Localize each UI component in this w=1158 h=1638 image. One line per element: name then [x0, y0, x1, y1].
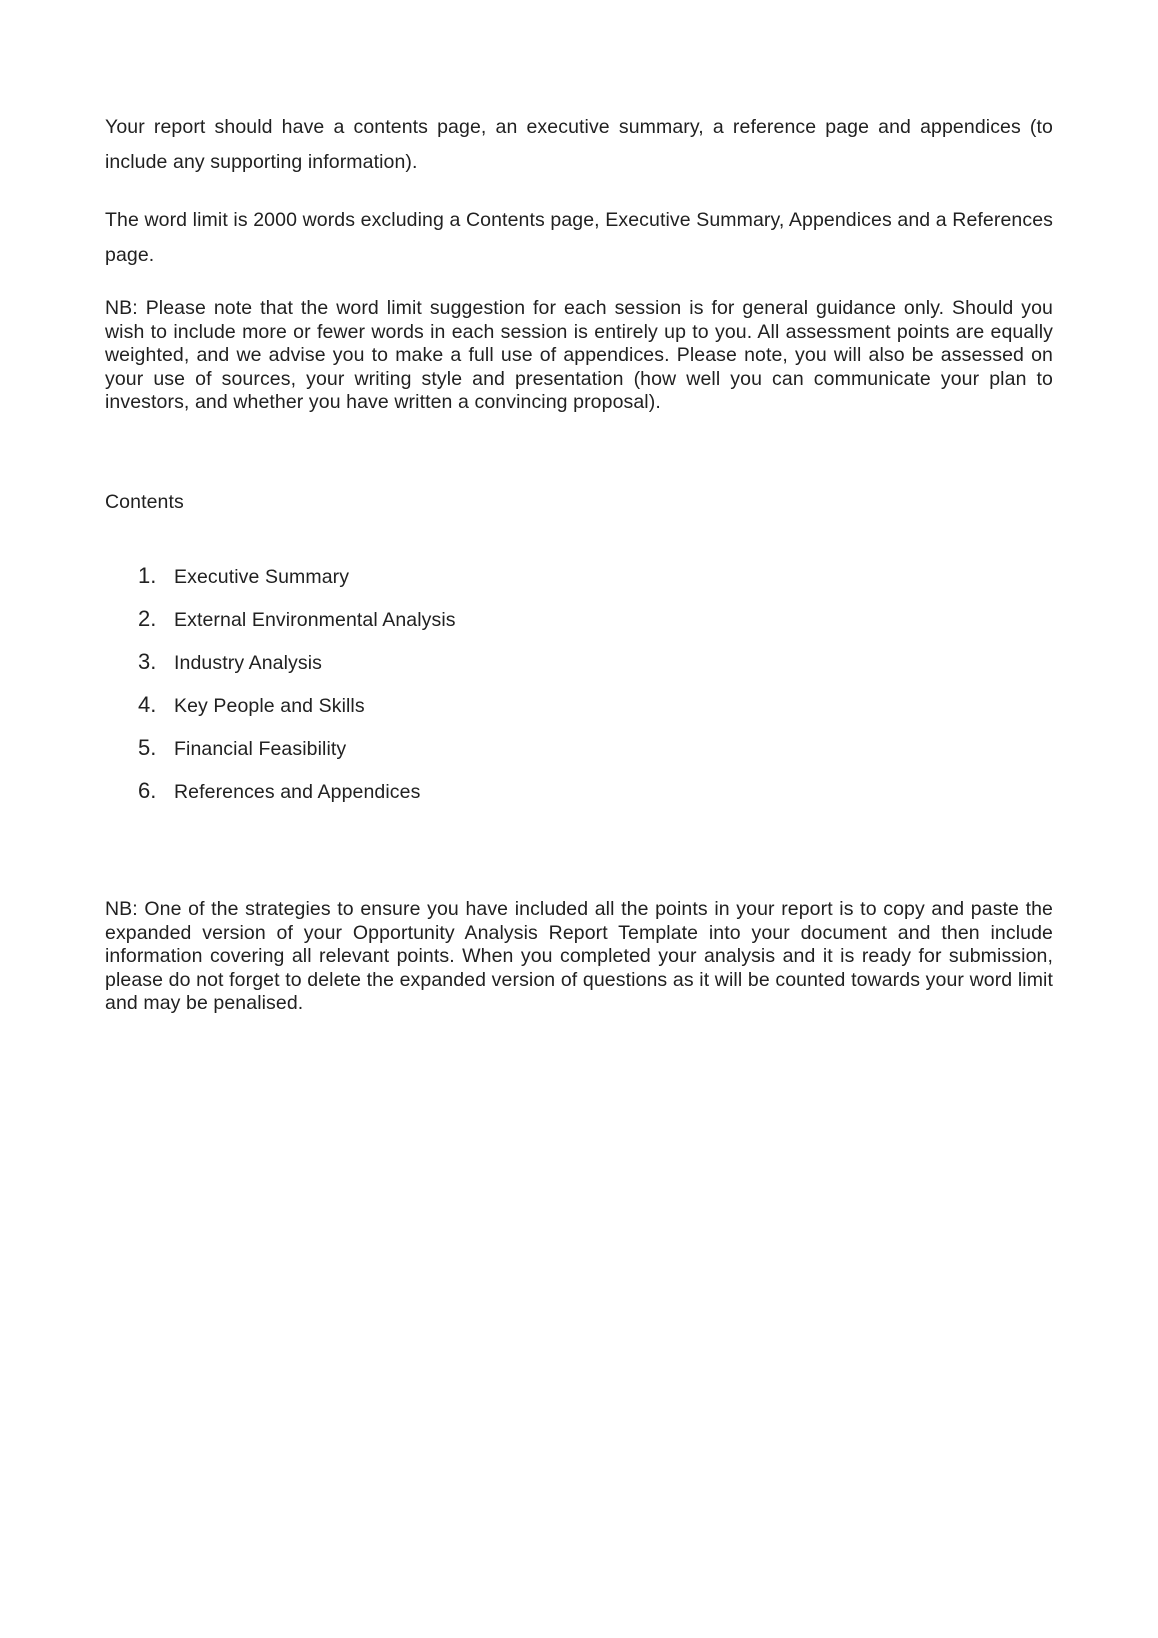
- contents-item-financial-feasibility: [138, 735, 1053, 778]
- paragraph-nb-guidance: NB: Please note that the word limit suggestion for each session is for general guidance only. Should you wish to include more or fewer words in each session is entirely up to you. All assessment points are equally weighted, and we advise you to make a full use of appendices. Please note, you will also be assessed on your use of sources, your writing style and presentation (how well you can communicate your plan to investors, and whether you have written a convincing proposal).: [105, 297, 1053, 414]
- contents-item-industry-analysis: [138, 649, 1053, 692]
- contents-list: [138, 563, 1053, 821]
- contents-item-label: Executive Summary: [174, 565, 350, 588]
- paragraph-nb-strategy: NB: One of the strategies to ensure you have included all the points in your report is to copy and paste the expanded version of your Opportunity Analysis Report Template into your document and then include information covering all relevant points. When you completed your analysis and it is ready for submission, please do not forget to delete the expanded version of questions as it will be counted towards your word limit and may be penalised.: [105, 897, 1053, 1015]
- contents-item-number: 6.: [138, 777, 157, 803]
- contents-item-number: 5.: [138, 734, 157, 760]
- contents-item-number: 3.: [138, 648, 157, 674]
- contents-heading: Contents: [105, 490, 184, 513]
- contents-item-number: 4.: [138, 691, 157, 717]
- contents-item-key-people-and-skills: [138, 692, 1053, 735]
- contents-item-label: External Environmental Analysis: [174, 608, 456, 631]
- contents-item-executive-summary: [138, 563, 1053, 606]
- contents-item-label: Key People and Skills: [174, 694, 365, 717]
- contents-item-label: Industry Analysis: [174, 651, 323, 674]
- contents-item-references-and-appendices: [138, 778, 1053, 821]
- contents-item-label: Financial Feasibility: [174, 737, 347, 760]
- paragraph-report-structure: Your report should have a contents page, an executive summary, a reference page and appendices (to include any supporting information).: [105, 116, 1053, 173]
- contents-item-number: 1.: [138, 562, 157, 588]
- paragraph-word-limit: The word limit is 2000 words excluding a Contents page, Executive Summary, Appendices and a References page.: [105, 209, 1053, 266]
- contents-item-external-environmental-analysis: [138, 606, 1053, 649]
- contents-item-label: References and Appendices: [174, 780, 421, 803]
- document-content: [105, 0, 1053, 1016]
- contents-item-number: 2.: [138, 605, 157, 631]
